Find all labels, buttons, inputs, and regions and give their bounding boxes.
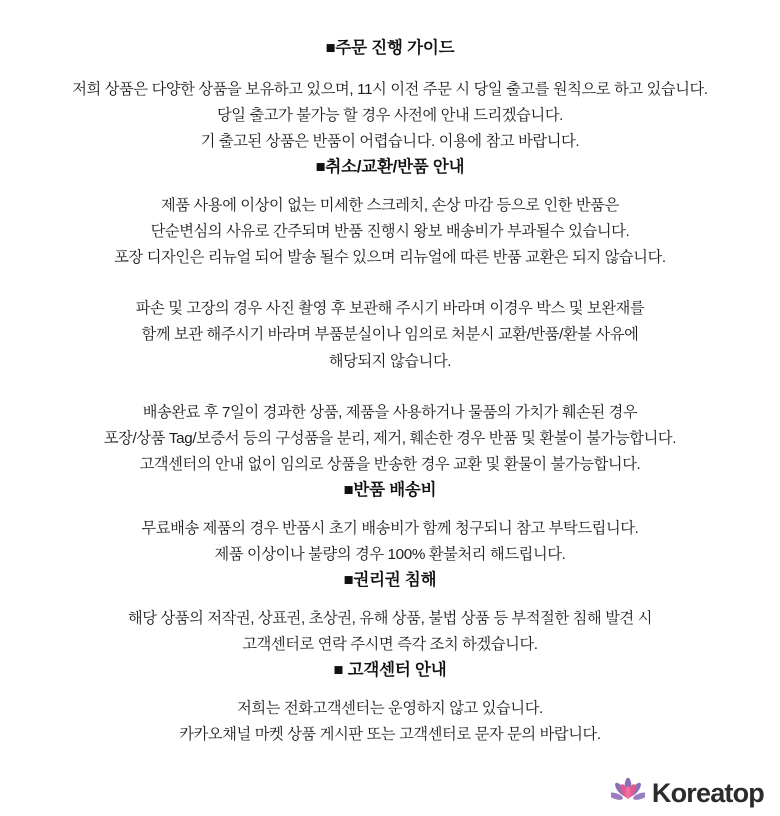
- section-customer-center: [18, 658, 762, 748]
- paragraph-line: 무료배송 제품의 경우 반품시 초기 배송비가 함께 청구되니 참고 부탁드립니다.: [141, 519, 639, 537]
- brand-logo: [611, 776, 764, 810]
- paragraph-line: 단순변심의 사유로 간주되며 반품 진행시 왕보 배송비가 부과될수 있습니다.: [150, 223, 630, 241]
- section-rights-infringement: [18, 568, 762, 658]
- section-return-shipping-fee: [18, 478, 762, 568]
- paragraph: [18, 296, 762, 374]
- section-title-return-shipping-fee: ■반품 배송비: [343, 481, 437, 500]
- paragraph-line: 포장/상품 Tag/보증서 등의 구성품을 분리, 제거, 훼손한 경우 반품 및 환불이 불가능합니다.: [103, 429, 677, 447]
- paragraph-line: 고객센터로 연락 주시면 즉각 조치 하겠습니다.: [242, 636, 538, 654]
- paragraph-line: 기 출고된 상품은 반품이 어렵습니다. 이용에 참고 바랍니다.: [200, 133, 580, 151]
- paragraph-line: 저희 상품은 다양한 상품을 보유하고 있으며, 11시 이전 주문 시 당일 출고를 원칙으로 하고 있습니다.: [72, 80, 708, 98]
- paragraph: [18, 193, 762, 271]
- section-title-rights-infringement: ■권리권 침해: [343, 571, 437, 590]
- paragraph-line: 배송완료 후 7일이 경과한 상품, 제품을 사용하거나 물품의 가치가 훼손된 경우: [142, 403, 638, 421]
- paragraph-line: 해당 상품의 저작권, 상표권, 초상권, 유해 상품, 불법 상품 등 부적절한 침해 발견 시: [127, 609, 653, 627]
- section-title-cancel-exchange-return: ■취소/교환/반품 안내: [315, 158, 465, 177]
- section-order-guide: [18, 36, 762, 155]
- paragraph-line: 당일 출고가 불가능 할 경우 사전에 안내 드리겠습니다.: [216, 106, 564, 124]
- paragraph-line: 함께 보관 해주시기 바라며 부품분실이나 임의로 처분시 교환/반품/환불 사유에: [141, 326, 639, 344]
- lotus-flower-icon: [611, 776, 645, 810]
- paragraph-line: 저희는 전화고객센터는 운영하지 않고 있습니다.: [237, 700, 543, 717]
- paragraph-line: 파손 및 고장의 경우 사진 촬영 후 보관해 주시기 바라며 이경우 박스 및 보완재를: [135, 300, 645, 318]
- paragraph-line: 포장 디자인은 리뉴얼 되어 발송 될수 있으며 리뉴얼에 따른 반품 교환은 되지 않습니다.: [114, 249, 666, 267]
- section-cancel-exchange-return: [18, 155, 762, 478]
- paragraph-line: 제품 이상이나 불량의 경우 100% 환불처리 해드립니다.: [214, 546, 566, 564]
- paragraph-line: 카카오채널 마켓 상품 게시판 또는 고객센터로 문자 문의 바랍니다.: [179, 726, 601, 744]
- section-title-order-guide: ■주문 진행 가이드: [325, 39, 455, 57]
- paragraph-line: 고객센터의 안내 없이 임의로 상품을 반송한 경우 교환 및 환물이 불가능합니다.: [139, 456, 641, 474]
- section-title-customer-center: ■ 고객센터 안내: [333, 661, 447, 680]
- paragraph-line: 해당되지 않습니다.: [328, 352, 452, 370]
- paragraph-line: 제품 사용에 이상이 없는 미세한 스크레치, 손상 마감 등으로 인한 반품은: [161, 196, 619, 214]
- paragraph: [18, 400, 762, 478]
- brand-name: Koreatop: [651, 777, 764, 808]
